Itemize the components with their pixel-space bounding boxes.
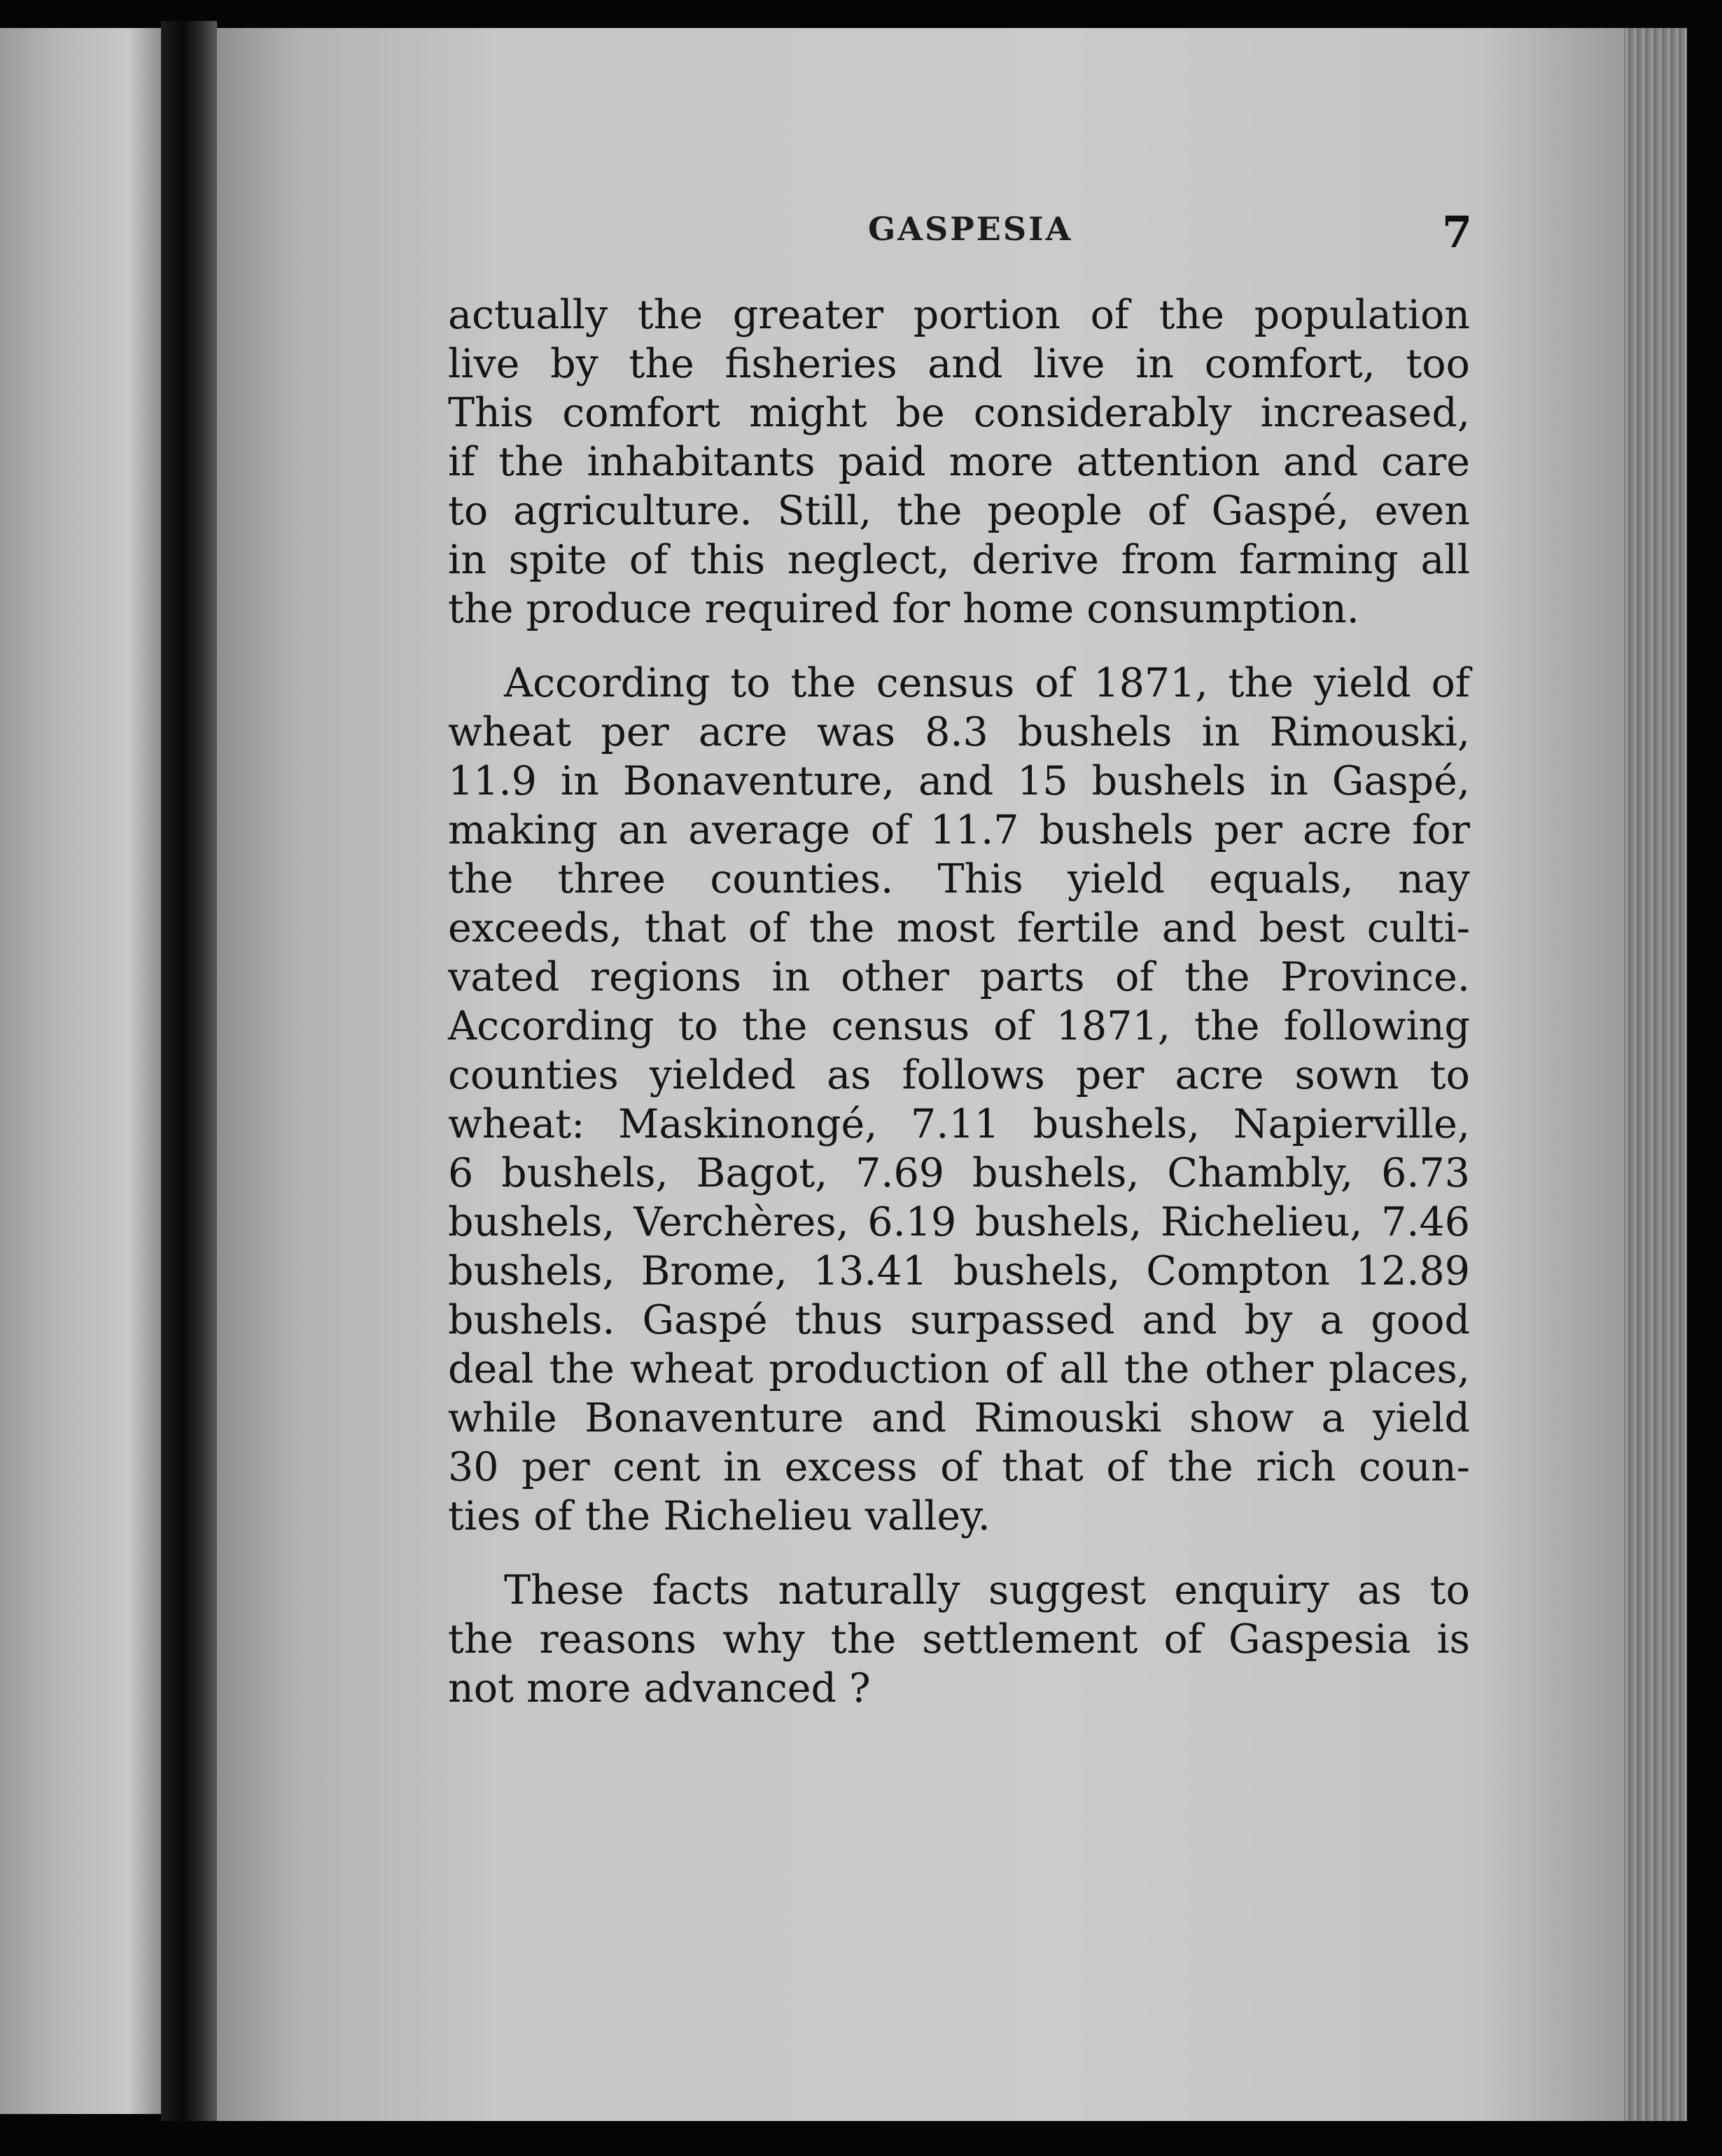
text-line: bushels, Brome, 13.41 bushels, Compton 12.89 (448, 1248, 1470, 1294)
text-line: deal the wheat production of all the other places, (448, 1346, 1470, 1392)
text-line: counties yielded as follows per acre sown to (448, 1052, 1470, 1098)
text-line: ties of the Richelieu valley. (448, 1493, 990, 1539)
page-number: 7 (1442, 206, 1473, 258)
book-gutter (161, 21, 217, 2121)
text-line: According to the census of 1871, the following (448, 1003, 1470, 1049)
text-line: live by the fisheries and live in comfort, too (448, 341, 1470, 387)
text-line: while Bonaventure and Rimouski show a yield (448, 1395, 1470, 1441)
text-line: bushels, Verchères, 6.19 bushels, Richelieu, 7.46 (448, 1199, 1470, 1245)
facing-page-edge (0, 28, 161, 2114)
paragraph (448, 1566, 1470, 1713)
body-text (448, 290, 1470, 1738)
text-line: bushels. Gaspé thus surpassed and by a good (448, 1297, 1470, 1343)
paragraph (448, 290, 1470, 634)
text-line: These facts naturally suggest enquiry as to (504, 1567, 1470, 1614)
text-line: actually the greater portion of the population (448, 292, 1470, 338)
text-line: not more advanced ? (448, 1665, 871, 1712)
text-line: the reasons why the settlement of Gaspesia is (448, 1616, 1470, 1662)
text-line: wheat: Maskinongé, 7.11 bushels, Napierville, (448, 1101, 1470, 1147)
text-line: 6 bushels, Bagot, 7.69 bushels, Chambly, 6.73 (448, 1150, 1470, 1196)
page-block-edge (1624, 28, 1687, 2121)
paragraph (448, 659, 1470, 1541)
text-line: the produce required for home consumption. (448, 586, 1359, 632)
text-line: This comfort might be considerably increased, (448, 390, 1470, 436)
text-line: to agriculture. Still, the people of Gaspé, even (448, 488, 1470, 534)
text-line: if the inhabitants paid more attention and care (448, 439, 1470, 485)
text-line: exceeds, that of the most fertile and best culti- (448, 905, 1470, 951)
text-line: making an average of 11.7 bushels per acre for (448, 807, 1470, 853)
running-title: GASPESIA (868, 210, 1073, 248)
text-line: in spite of this neglect, derive from farming all (448, 537, 1470, 583)
text-line: 30 per cent in excess of that of the rich coun- (448, 1444, 1470, 1490)
text-line: the three counties. This yield equals, nay (448, 856, 1470, 902)
text-line: According to the census of 1871, the yield of (504, 660, 1470, 706)
text-line: vated regions in other parts of the Province. (448, 954, 1470, 1000)
text-line: 11.9 in Bonaventure, and 15 bushels in Gaspé, (448, 758, 1470, 804)
text-line: wheat per acre was 8.3 bushels in Rimouski, (448, 709, 1470, 755)
